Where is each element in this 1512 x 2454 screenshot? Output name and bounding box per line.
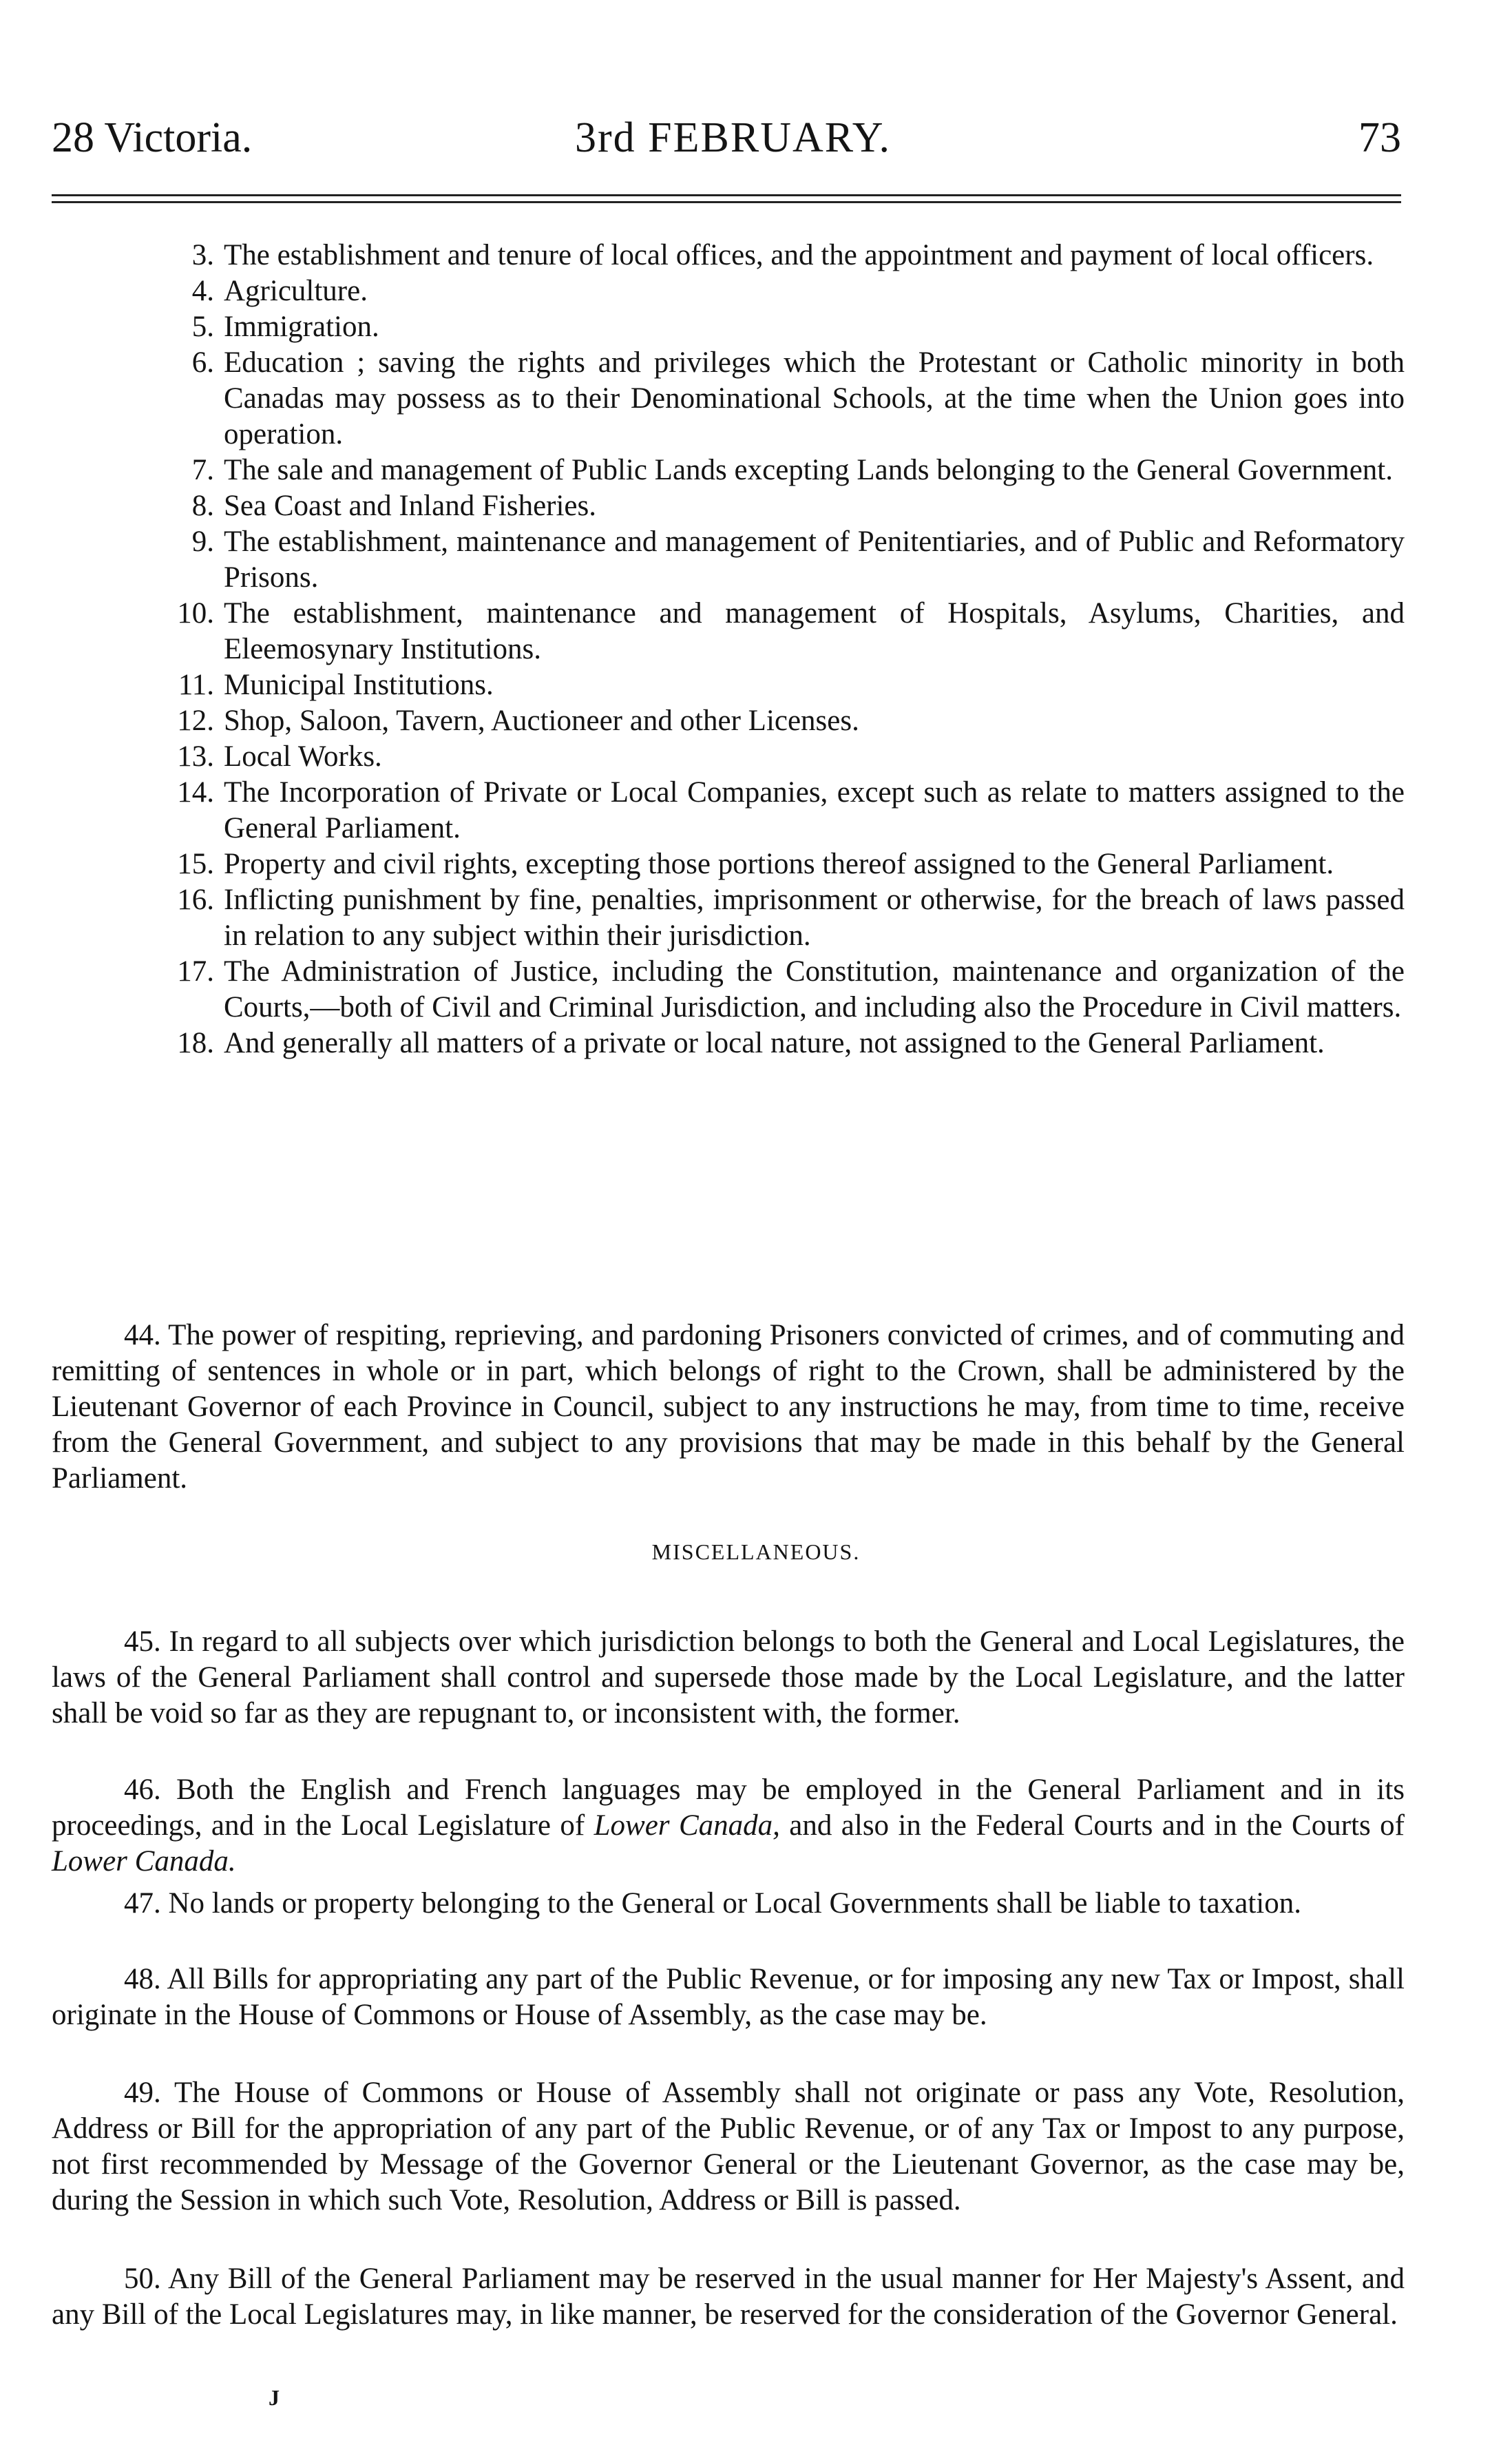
paragraph-48: 48. All Bills for appropriating any part of the Public Revenue, or for imposing any new Tax or Impost, shall originate in the House of Commons or House of Assembly, as the case may be. (52, 1963, 1405, 2031)
list-item-text: The Administration of Justice, including the Constitution, maintenance and organization of the Courts,—both of Civil and Criminal Jurisdiction, and including also the Procedure in Civil matters. (224, 955, 1405, 1023)
list-item-number: 10. (177, 597, 214, 630)
list-item-text: Local Works. (224, 740, 382, 773)
page-number: 73 (1358, 114, 1401, 161)
list-item (158, 954, 1405, 1026)
list-item-text: Inflicting punishment by fine, penalties, imprisonment or otherwise, for the breach of laws passed in relation to any subject within their jurisdiction. (224, 884, 1405, 952)
list-item-number: 5. (191, 311, 214, 343)
list-item (158, 309, 1405, 345)
list-item-number: 7. (191, 454, 214, 486)
list-item-number: 9. (191, 526, 214, 558)
header-date: 3rd FEBRUARY. (575, 114, 891, 161)
list-item (158, 596, 1405, 667)
signature-mark: J (269, 2385, 280, 2410)
list-item (158, 667, 1405, 703)
list-item-text: Shop, Saloon, Tavern, Auctioneer and other Licenses. (224, 705, 859, 737)
local-powers-list (158, 238, 1405, 1061)
list-item (158, 1026, 1405, 1061)
paragraph-46-part: and also in the Federal Courts and in the Courts of (779, 1809, 1405, 1842)
list-item-number: 12. (177, 705, 214, 737)
page-header (52, 107, 1401, 169)
paragraph-47: 47. No lands or property belonging to the General or Local Governments shall be liable to taxation. (124, 1887, 1301, 1920)
list-item (158, 488, 1405, 524)
list-item-text: The establishment and tenure of local offices, and the appointment and payment of local officers. (224, 239, 1374, 271)
list-item-text: Immigration. (224, 311, 379, 343)
paragraph-49: 49. The House of Commons or House of Assembly shall not originate or pass any Vote, Resolution, Address or Bill for the appropriation of any part of the Public Revenue, or of any Tax or Impost to any purpose, not first recommended by Message of the Governor General or the Lieutenant Governor, as the case may be, during the Session in which such Vote, Resolution, Address or Bill is passed. (52, 2077, 1405, 2216)
list-item (158, 238, 1405, 273)
header-left: 28 Victoria. (52, 114, 253, 161)
list-item-text: And generally all matters of a private or local nature, not assigned to the General Parliament. (224, 1027, 1325, 1059)
list-item-number: 3. (191, 239, 214, 271)
list-item-text: Sea Coast and Inland Fisheries. (224, 490, 596, 522)
list-item-number: 18. (177, 1027, 214, 1059)
list-item-text: The sale and management of Public Lands excepting Lands belonging to the General Government. (224, 454, 1393, 486)
list-item-text: Municipal Institutions. (224, 669, 494, 701)
list-item-text: Agriculture. (224, 275, 368, 307)
list-item (158, 524, 1405, 596)
list-item (158, 882, 1405, 954)
paragraph-46-italic: Lower Canada, (594, 1809, 780, 1842)
paragraph-45: 45. In regard to all subjects over which jurisdiction belongs to both the General and Local Legislatures, the laws of the General Parliament shall control and supersede those made by the Local Legislature, and the latter shall be void so far as they are repugnant to, or inconsistent with, the former. (52, 1625, 1405, 1729)
list-item-number: 17. (177, 955, 214, 988)
list-item-text: Property and civil rights, excepting those portions thereof assigned to the General Parliament. (224, 848, 1334, 880)
list-item-text: Education ; saving the rights and privileges which the Protestant or Catholic minority in both Canadas may possess as to their Denominational Schools, at the time when the Union goes into operation. (224, 346, 1405, 450)
list-item-text: The establishment, maintenance and management of Penitentiaries, and of Public and Reformatory Prisons. (224, 526, 1405, 594)
list-item (158, 345, 1405, 453)
list-item-text: The Incorporation of Private or Local Companies, except such as relate to matters assigned to the General Parliament. (224, 776, 1405, 844)
list-item (158, 273, 1405, 309)
list-item-number: 8. (191, 490, 214, 522)
list-item (158, 453, 1405, 488)
list-item-number: 13. (177, 740, 214, 773)
list-item-number: 11. (178, 669, 214, 701)
list-item (158, 739, 1405, 775)
paragraph-50: 50. Any Bill of the General Parliament may be reserved in the usual manner for Her Majesty's Assent, and any Bill of the Local Legislatures may, in like manner, be reserved for the consideration of the Governor General. (52, 2263, 1405, 2331)
list-item-number: 6. (191, 346, 214, 379)
list-item-number: 14. (177, 776, 214, 809)
list-item-text: The establishment, maintenance and management of Hospitals, Asylums, Charities, and Eleemosynary Institutions. (224, 597, 1405, 665)
paragraph-46-italic: Lower Canada. (52, 1845, 236, 1878)
section-heading: MISCELLANEOUS. (651, 1539, 861, 1564)
list-item (158, 846, 1405, 882)
list-item (158, 703, 1405, 739)
list-item-number: 4. (191, 275, 214, 307)
list-item-number: 15. (177, 848, 214, 880)
header-rule-bottom (52, 201, 1401, 203)
paragraph-44: 44. The power of respiting, reprieving, and pardoning Prisoners convicted of crimes, and of commuting and remitting of sentences in whole or in part, which belongs of right to the Crown, shall be administered by the Lieutenant Governor of each Province in Council, subject to any instructions he may, from time to time, receive from the General Government, and subject to any provisions that may be made in this behalf by the General Parliament. (52, 1319, 1405, 1495)
paragraph-46 (52, 1772, 1405, 1880)
list-item-number: 16. (177, 884, 214, 916)
header-rule-top (52, 194, 1401, 196)
list-item (158, 775, 1405, 846)
paragraph-46-part: 46. Both the English and French languages may be employed in the General Parliament and in its proceedings, and in the Local Legislature of (52, 1774, 1405, 1842)
